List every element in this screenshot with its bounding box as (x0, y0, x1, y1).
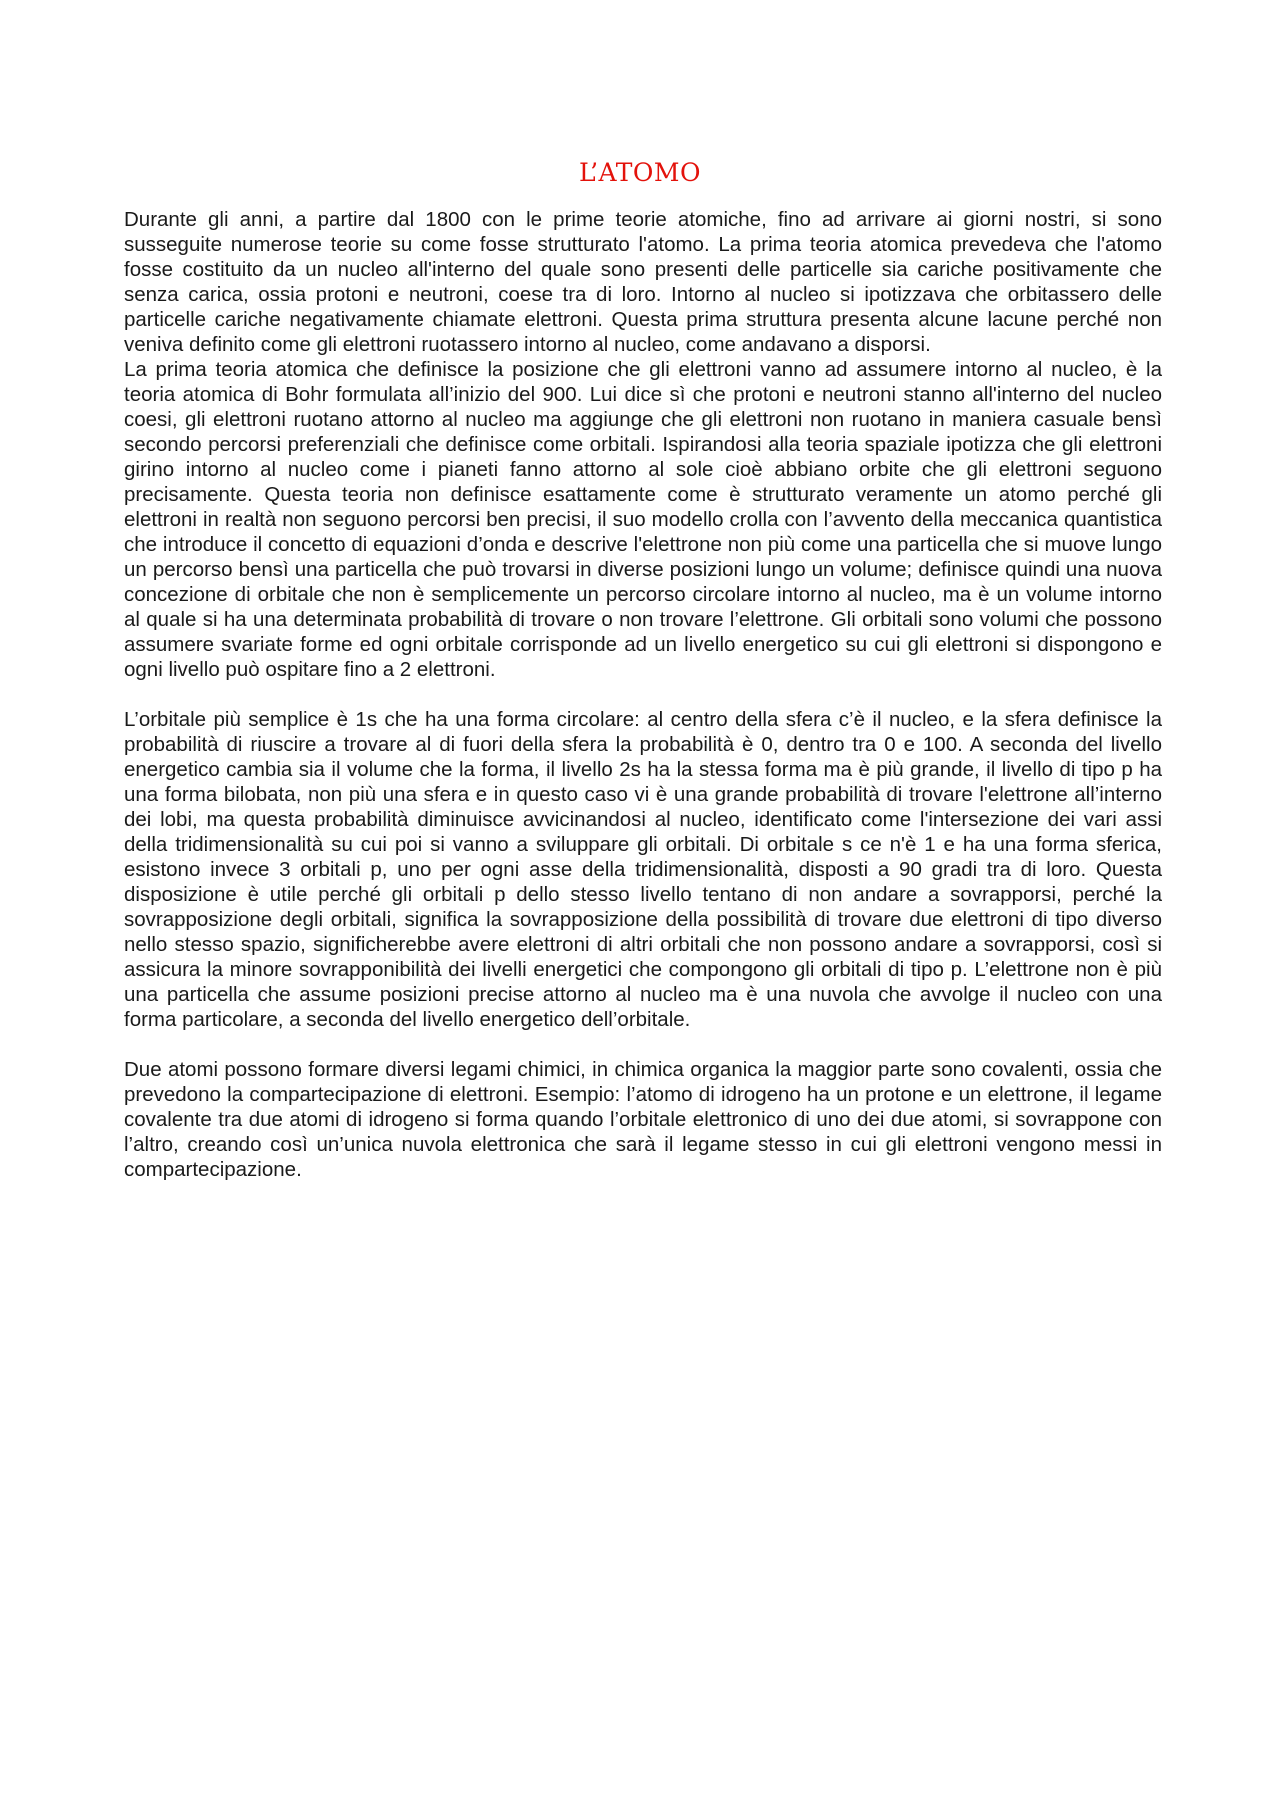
paragraph-history: Durante gli anni, a partire dal 1800 con le prime teorie atomiche, fino ad arrivare ai giorni nostri, si sono susseguite numerose teorie su come fosse strutturato l'atomo. La prima teoria atomica prevedeva che l'atomo fosse costituito da un nucleo all'interno del quale sono presenti delle particelle sia cariche positivamente che senza carica, ossia protoni e neutroni, coese tra di loro. Intorno al nucleo si ipotizzava che orbitassero delle particelle cariche negativamente chiamate elettroni. Questa prima struttura presenta alcune lacune perché non veniva definito come gli elettroni ruotassero intorno al nucleo, come andavano a disporsi. (124, 208, 1162, 356)
paragraph-orbitals: L’orbitale più semplice è 1s che ha una forma circolare: al centro della sfera c’è il nucleo, e la sfera definisce la probabilità di riuscire a trovare al di fuori della sfera la probabilità è 0, dentro tra 0 e 100. A seconda del livello energetico cambia sia il volume che la forma, il livello 2s ha la stessa forma ma è più grande, il livello di tipo p ha una forma bilobata, non più una sfera e in questo caso vi è una grande probabilità di trovare l'elettrone all’interno dei lobi, ma questa probabilità diminuisce avvicinandosi al nucleo, identificato come l'intersezione dei vari assi della tridimensionalità su cui poi si vanno a sviluppare gli orbitali. Di orbitale s ce n'è 1 e ha una forma sferica, esistono invece 3 orbitali p, uno per ogni asse della tridimensionalità, disposti a 90 gradi tra di loro. Questa disposizione è utile perché gli orbitali p dello stesso livello tentano di non andare a sovrapporsi, perché la sovrapposizione degli orbitali, significa la sovrapposizione della possibilità di trovare due elettroni di tipo diverso nello stesso spazio, significherebbe avere elettroni di altri orbitali che non possono andare a sovrapporsi, così si assicura la minore sovrapponibilità dei livelli energetici che compongono gli orbitali di tipo p. L’elettrone non è più una particella che assume posizioni precise attorno al nucleo ma è una nuvola che avvolge il nucleo con una forma particolare, a seconda del livello energetico dell’orbitale. (124, 708, 1162, 1031)
paragraph-bohr-model: La prima teoria atomica che definisce la posizione che gli elettroni vanno ad assumere intorno al nucleo, è la teoria atomica di Bohr formulata all’inizio del 900. Lui dice sì che protoni e neutroni stanno all'interno del nucleo coesi, gli elettroni ruotano attorno al nucleo ma aggiunge che gli elettroni non ruotano in maniera casuale bensì secondo percorsi preferenziali che definisce come orbitali. Ispirandosi alla teoria spaziale ipotizza che gli elettroni girino intorno al nucleo come i pianeti fanno attorno al sole cioè abbiano orbite che gli elettroni seguono precisamente. Questa teoria non definisce esattamente come è strutturato veramente un atomo perché gli elettroni in realtà non seguono percorsi ben precisi, il suo modello crolla con l’avvento della meccanica quantistica che introduce il concetto di equazioni d’onda e descrive l'elettrone non più come una particella che si muove lungo un percorso bensì una particella che può trovarsi in diverse posizioni lungo un volume; definisce quindi una nuova concezione di orbitale che non è semplicemente un percorso circolare intorno al nucleo, ma è un volume intorno al quale si ha una determinata probabilità di trovare o non trovare l’elettrone. Gli orbitali sono volumi che possono assumere svariate forme ed ogni orbitale corrisponde ad un livello energetico su cui gli elettroni si dispongono e ogni livello può ospitare fino a 2 elettroni. (124, 358, 1162, 681)
paragraph-covalent-bonds: Due atomi possono formare diversi legami chimici, in chimica organica la maggior parte sono covalenti, ossia che prevedono la compartecipazione di elettroni. Esempio: l’atomo di idrogeno ha un protone e un elettrone, il legame covalente tra due atomi di idrogeno si forma quando l’orbitale elettronico di uno dei due atomi, si sovrappone con l’altro, creando così un’unica nuvola elettronica che sarà il legame stesso in cui gli elettroni vengono messi in compartecipazione. (124, 1058, 1162, 1181)
document-title: L’ATOMO (578, 158, 701, 187)
document-body (124, 207, 1162, 1182)
